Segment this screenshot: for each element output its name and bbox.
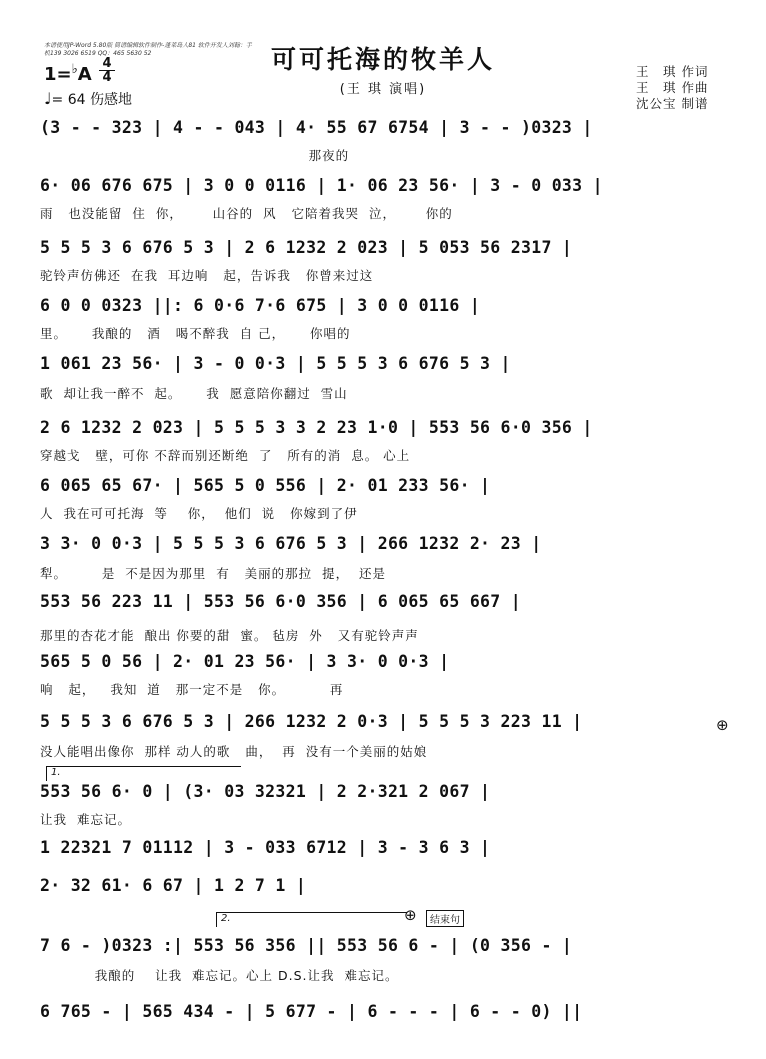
meter-bottom: 4 <box>102 70 112 85</box>
score-line-5-lyrics: 歌 却让我一醉不 起。 我 愿意陪你翻过 雪山 <box>40 386 348 401</box>
score-line-3-notes: 5 5 5 3 6 676 5 3 | 2 6 1232 2 023 | 5 053 56 2317 | <box>40 238 573 257</box>
score-line-2-notes: 6· 06 676 675 | 3 0 0 0116 | 1· 06 23 56· | 3 - 0 033 | <box>40 176 603 195</box>
score-line-8-lyrics: 犁。 是 不是因为那里 有 美丽的那拉 提， 还是 <box>40 566 387 581</box>
score-line-9-lyrics: 那里的杏花才能 酿出 你要的甜 蜜。 毡房 外 又有驼铃声声 <box>40 628 419 643</box>
key-signature <box>44 62 92 85</box>
score-line-3-lyrics: 驼铃声仿佛还 在我 耳边响 起，告诉我 你曾来过这 <box>40 268 374 283</box>
coda-icon: ⊕ <box>404 906 417 924</box>
score-line-6-notes: 2 6 1232 2 023 | 5 5 5 3 3 2 23 1·0 | 553 56 6·0 356 | <box>40 418 593 437</box>
score-line-1-notes: (3 - - 323 | 4 - - 043 | 4· 55 67 6754 | 3 - - )0323 | <box>40 118 593 137</box>
score-line-16-notes: 6 765 - | 565 434 - | 5 677 - | 6 - - - | 6 - - 0) || <box>40 1002 583 1021</box>
score-line-6-lyrics: 穿越戈 壁，可你 不辞而别还断绝 了 所有的消 息。 心上 <box>40 448 411 463</box>
flat-icon: ♭ <box>71 62 78 77</box>
score-line-15-notes: 7 6 - )0323 :| 553 56 356 || 553 56 6 - | (0 356 - | <box>40 936 573 955</box>
meter-top: 4 <box>102 56 112 71</box>
software-credit-note: 本谱使用JP-Word 5.80版 简谱编辑软件制作-蓬莱岛人81 软件开发人刘翰：手机139 3026 6519 QQ：465 5630 52 <box>44 42 252 57</box>
score-line-8-notes: 3 3· 0 0·3 | 5 5 5 3 6 676 5 3 | 266 1232 2· 23 | <box>40 534 542 553</box>
score-line-7-notes: 6 065 65 67· | 565 5 0 556 | 2· 01 233 56· | <box>40 476 491 495</box>
score-line-10-lyrics: 响 起， 我知 道 那一定不是 你。 再 <box>40 682 344 697</box>
score-line-10-notes: 565 5 0 56 | 2· 01 23 56· | 3 3· 0 0·3 | <box>40 652 450 671</box>
score-line-14-notes: 2· 32 61· 6 67 | 1 2 7 1 | <box>40 876 307 895</box>
score-line-11-notes: 5 5 5 3 6 676 5 3 | 266 1232 2 0·3 | 5 5 5 3 223 11 | <box>40 712 583 731</box>
score-line-12-notes: 553 56 6· 0 | (3· 03 32321 | 2 2·321 2 067 | <box>40 782 491 801</box>
composer-credit: 王 琪 作曲 <box>636 80 709 95</box>
ending-label: 结束句 <box>426 910 464 927</box>
quarter-note-icon: ♩ <box>44 89 52 108</box>
score-line-13-notes: 1 22321 7 01112 | 3 - 033 6712 | 3 - 3 6 3 | <box>40 838 491 857</box>
song-subtitle: (王 琪 演唱) <box>339 82 427 97</box>
volta-first-ending: 1. <box>46 766 241 781</box>
tempo-text: = 64 伤感地 <box>51 92 132 108</box>
score-line-1-lyrics: 那夜的 <box>40 148 350 163</box>
score-line-4-notes: 6 0 0 0323 ||: 6 0·6 7·6 675 | 3 0 0 0116 | <box>40 296 481 315</box>
coda-icon: ⊕ <box>716 716 729 734</box>
score-line-9-notes: 553 56 223 11 | 553 56 6·0 356 | 6 065 65 667 | <box>40 592 521 611</box>
score-line-4-lyrics: 里。 我酿的 酒 喝不醉我 自 己， 你唱的 <box>40 326 351 341</box>
transcriber-credit: 沈公宝 制谱 <box>636 96 709 111</box>
score-line-5-notes: 1 061 23 56· | 3 - 0 0·3 | 5 5 5 3 6 676 5 3 | <box>40 354 511 373</box>
score-line-11-lyrics: 没人能唱出像你 那样 动人的歌 曲， 再 没有一个美丽的姑娘 <box>40 744 428 759</box>
score-line-7-lyrics: 人 我在可可托海 等 你， 他们 说 你嫁到了伊 <box>40 506 358 521</box>
volta-second-ending: 2. <box>216 912 407 927</box>
tempo-marking <box>44 89 132 109</box>
song-title: 可可托海的牧羊人 <box>270 45 495 74</box>
score-line-15-lyrics: 我酿的 让我 难忘记。心上 D.S.让我 难忘记。 <box>40 968 399 983</box>
key-letter: A <box>77 64 92 85</box>
score-line-2-lyrics: 雨 也没能留 住 你， 山谷的 风 它陪着我哭 泣， 你的 <box>40 206 453 221</box>
lyricist-credit: 王 琪 作词 <box>636 64 709 79</box>
credits-block <box>636 64 708 112</box>
key-prefix: 1= <box>44 64 72 85</box>
score-line-12-lyrics: 让我 难忘记。 <box>40 812 131 827</box>
time-signature <box>99 58 115 83</box>
